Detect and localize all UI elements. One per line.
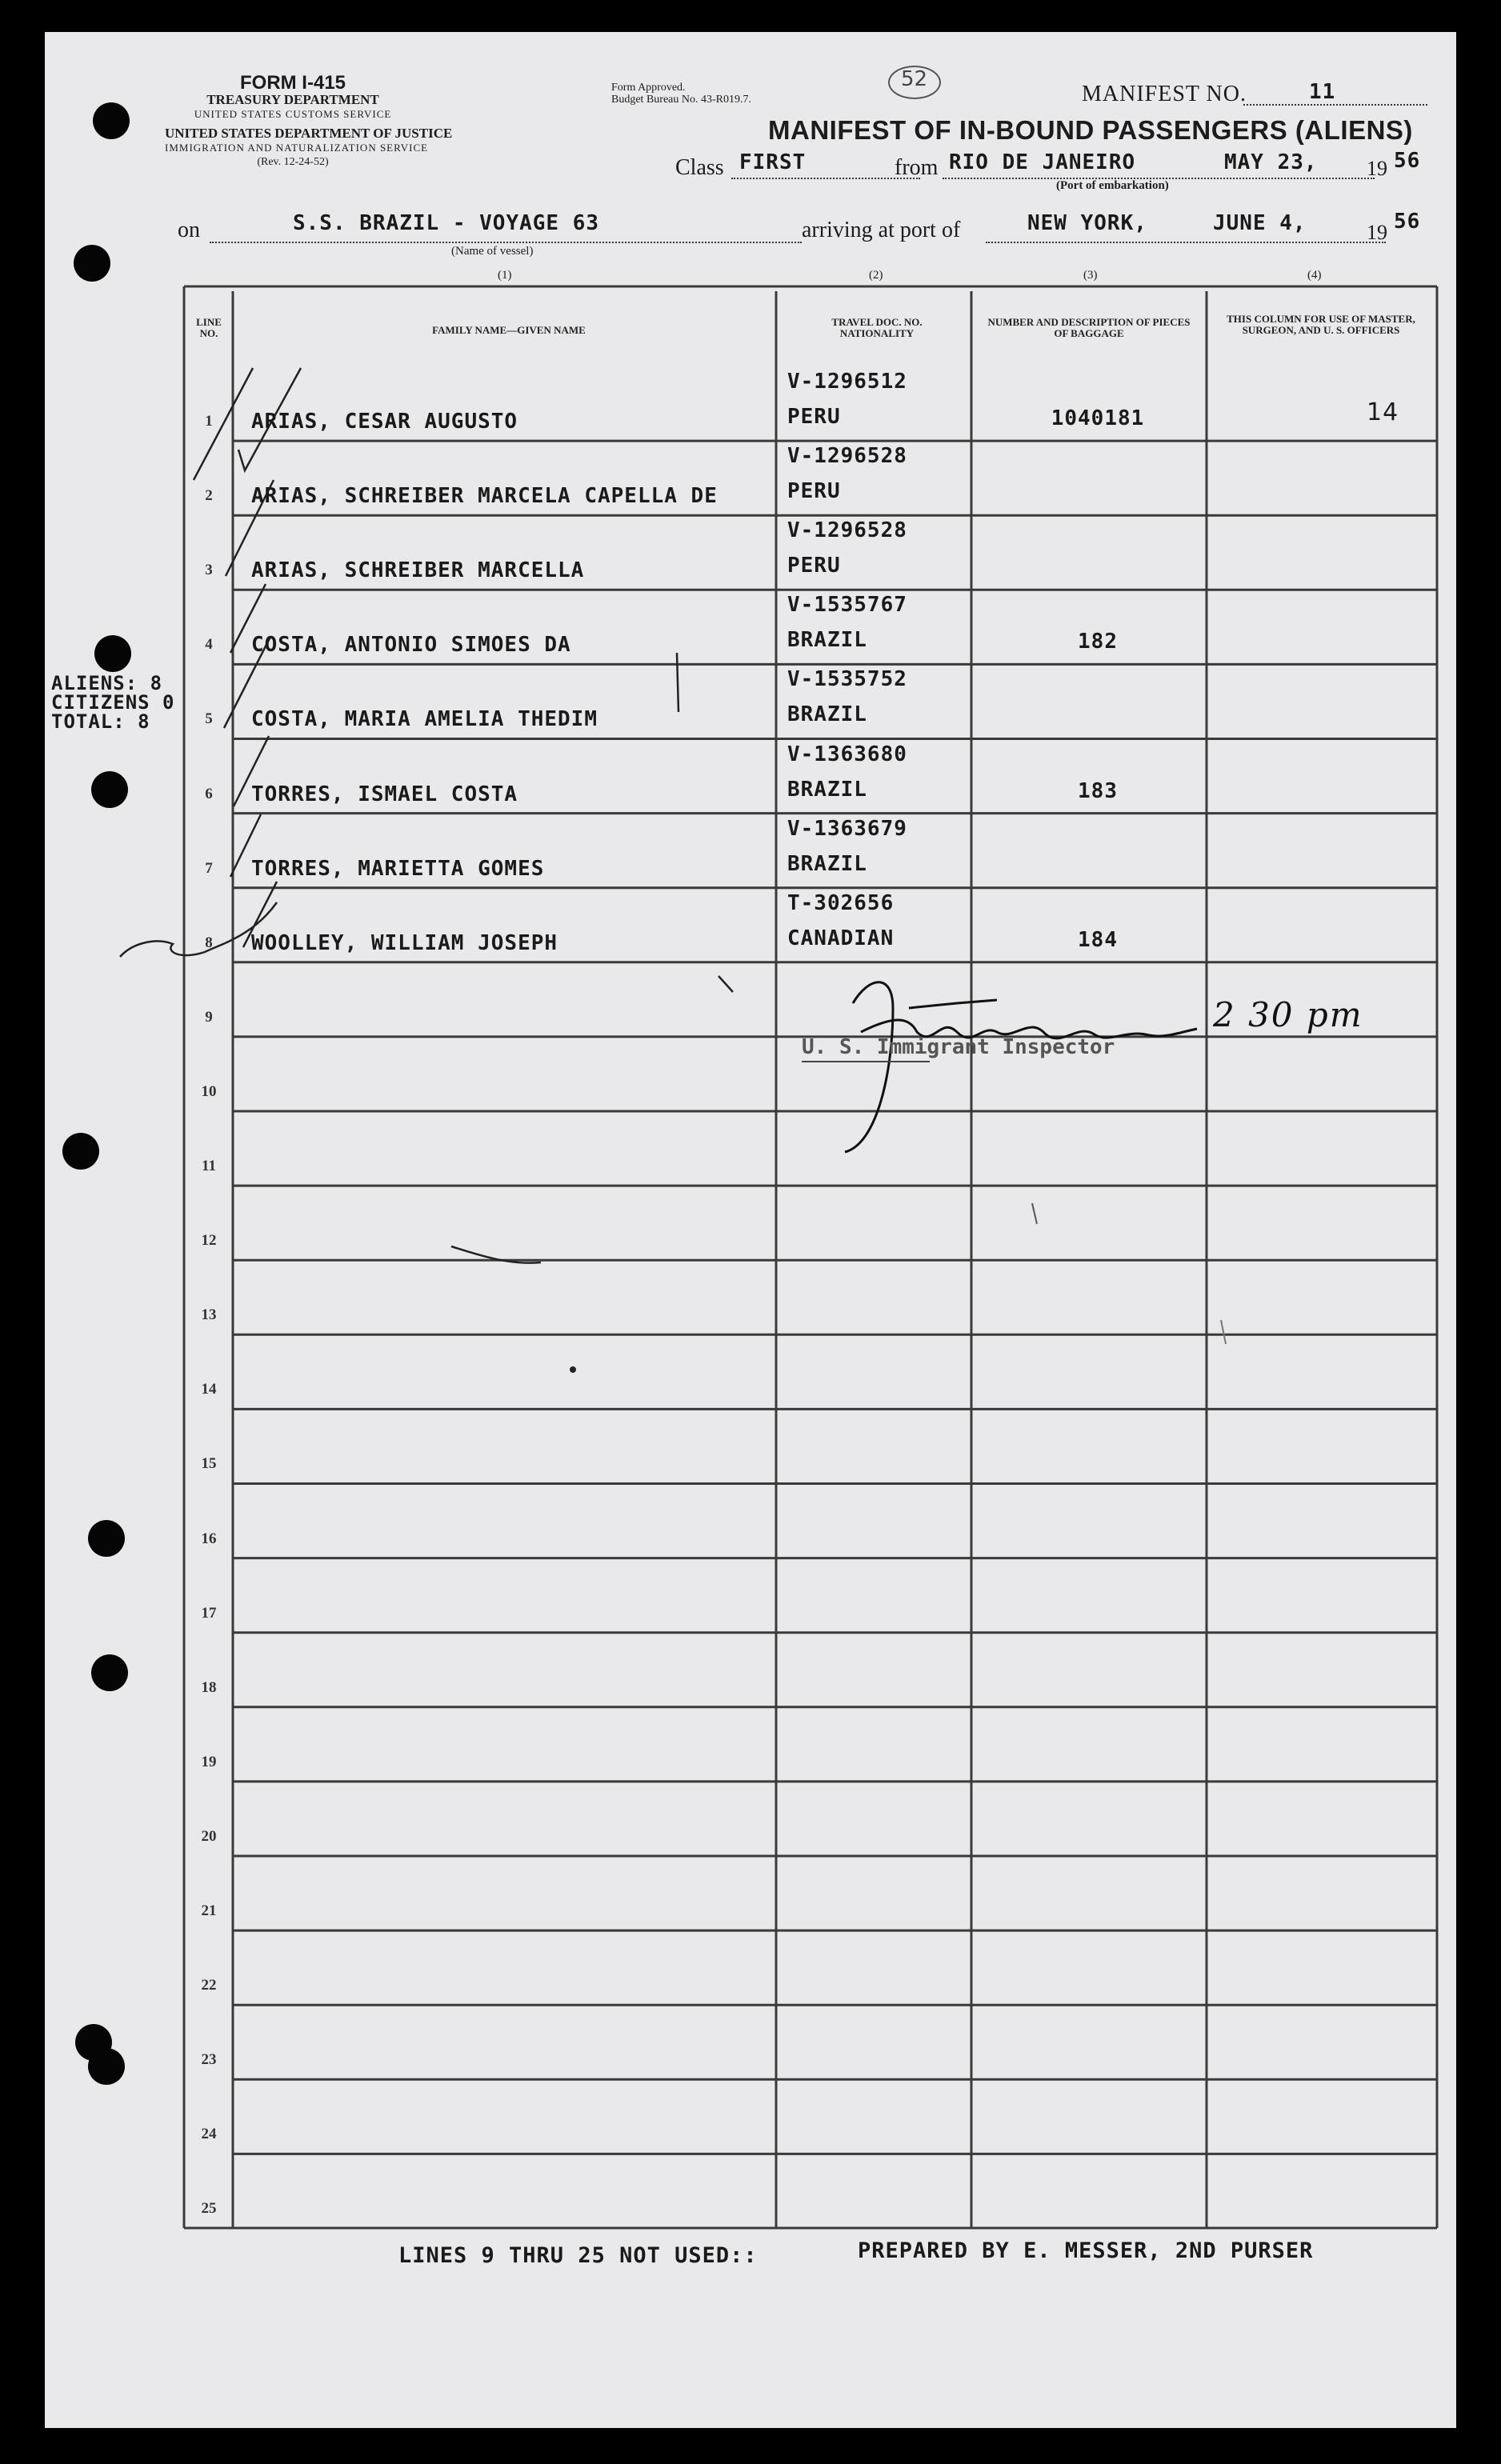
line-number: 11 <box>202 1158 216 1174</box>
line-number: 15 <box>201 1455 217 1473</box>
manifest-no-value: 11 <box>1309 80 1336 104</box>
year-2: 56 <box>1394 210 1421 234</box>
manifest-sheet <box>45 32 1456 2428</box>
baggage-description: 1040181 <box>1051 406 1145 430</box>
column-number-1: (1) <box>498 269 512 282</box>
table-row <box>45 515 1456 590</box>
line-number: 19 <box>201 1753 217 1770</box>
budget-bureau: Budget Bureau No. 43-R019.7. <box>611 94 751 106</box>
travel-doc-number: V-1296528 <box>787 444 907 469</box>
binder-hole <box>88 2048 125 2085</box>
line-number: 4 <box>205 636 213 654</box>
on-label: on <box>178 218 200 242</box>
class-value: FIRST <box>739 150 807 174</box>
table-row <box>45 2079 1456 2154</box>
passenger-name: ARIAS, SCHREIBER MARCELLA <box>251 558 585 583</box>
year-prefix-2: 19 <box>1367 221 1387 244</box>
travel-doc-number: V-1296528 <box>787 518 907 543</box>
line-number: 9 <box>205 1008 213 1026</box>
manifest-no-label: MANIFEST NO. <box>1082 82 1247 106</box>
prepared-by-note: PREPARED BY E. MESSER, 2ND PURSER <box>858 2238 1314 2263</box>
class-label: Class <box>675 155 724 180</box>
table-row <box>45 664 1456 738</box>
passenger-name: COSTA, MARIA AMELIA THEDIM <box>251 707 598 732</box>
passenger-name: TORRES, ISMAEL COSTA <box>251 782 518 806</box>
nationality: PERU <box>787 405 841 429</box>
nationality: BRAZIL <box>787 851 867 876</box>
table-row <box>45 814 1456 888</box>
arrival-port: NEW YORK, <box>1027 211 1147 235</box>
inspection-time: 2 30 pm <box>1213 995 1363 1034</box>
treasury-label: TREASURY DEPARTMENT <box>206 92 379 107</box>
travel-doc-number: V-1535767 <box>787 593 907 618</box>
table-row <box>45 888 1456 962</box>
line-number: 22 <box>201 1977 217 1994</box>
rev-label: (Rev. 12-24-52) <box>257 156 329 168</box>
line-number: 13 <box>201 1306 217 1324</box>
table-row <box>45 1484 1456 1558</box>
col-header-line: LINE NO. <box>196 316 222 339</box>
nationality: BRAZIL <box>787 777 867 802</box>
port-embark-caption: (Port of embarkation) <box>1056 179 1169 192</box>
binder-hole <box>91 771 128 808</box>
table-row <box>45 1782 1456 1856</box>
line-number: 21 <box>201 1902 217 1919</box>
binder-hole <box>91 1654 128 1691</box>
column-number-4: (4) <box>1307 269 1322 282</box>
column-number-3: (3) <box>1083 269 1098 282</box>
ins-label: IMMIGRATION AND NATURALIZATION SERVICE <box>165 142 429 154</box>
line-number: 17 <box>201 1604 217 1622</box>
passenger-name: ARIAS, SCHREIBER MARCELA CAPELLA DE <box>251 484 718 509</box>
line-number: 23 <box>201 2051 217 2069</box>
column-number-2: (2) <box>869 269 883 282</box>
table-row <box>45 1707 1456 1782</box>
col-header-use: THIS COLUMN FOR USE OF MASTER, SURGEON, AND U. S. OFFICERS <box>1227 313 1415 336</box>
table-row <box>45 1260 1456 1334</box>
travel-doc-number: T-302656 <box>787 890 895 915</box>
table-row <box>45 1111 1456 1186</box>
line-number: 1 <box>205 413 213 430</box>
table-row <box>45 2005 1456 2079</box>
binder-hole <box>94 635 131 672</box>
customs-label: UNITED STATES CUSTOMS SERVICE <box>194 108 392 120</box>
col-header-doc: TRAVEL DOC. NO. NATIONALITY <box>831 316 923 339</box>
nationality: BRAZIL <box>787 628 867 653</box>
aliens-total: ALIENS: 8 <box>51 672 163 694</box>
table-row <box>45 441 1456 515</box>
binder-hole <box>74 245 110 282</box>
page-note: 52 <box>901 67 928 91</box>
binder-hole <box>62 1133 99 1170</box>
embark-date: MAY 23, <box>1224 150 1318 174</box>
form-approved: Form Approved. <box>611 82 686 94</box>
col-header-name: FAMILY NAME—GIVEN NAME <box>432 324 586 336</box>
arriving-label: arriving at port of <box>802 218 961 242</box>
passenger-name: ARIAS, CESAR AUGUSTO <box>251 410 518 434</box>
table-row <box>45 1186 1456 1260</box>
year-prefix-1: 19 <box>1367 157 1387 180</box>
vessel-caption: (Name of vessel) <box>451 245 534 258</box>
table-row <box>45 1633 1456 1707</box>
nationality: PERU <box>787 479 841 504</box>
line-number: 20 <box>201 1827 217 1845</box>
line-number: 5 <box>205 710 213 728</box>
from-label: from <box>895 155 939 180</box>
travel-doc-number: V-1296512 <box>787 370 907 394</box>
passenger-name: WOOLLEY, WILLIAM JOSEPH <box>251 930 558 955</box>
table-row <box>45 1409 1456 1483</box>
line-number: 12 <box>201 1232 217 1250</box>
table-row <box>45 2154 1456 2228</box>
table-row <box>45 590 1456 664</box>
line-number: 18 <box>201 1678 217 1696</box>
baggage-description: 183 <box>1078 778 1118 803</box>
passenger-name: COSTA, ANTONIO SIMOES DA <box>251 633 571 658</box>
table-row <box>45 1037 1456 1111</box>
binder-hole <box>88 1520 125 1557</box>
line-number: 7 <box>205 859 213 877</box>
nationality: CANADIAN <box>787 926 895 950</box>
line-number: 16 <box>201 1530 217 1547</box>
binder-hole <box>93 102 130 139</box>
travel-doc-number: V-1363680 <box>787 742 907 766</box>
col-header-baggage: NUMBER AND DESCRIPTION OF PIECES OF BAGGAGE <box>987 316 1191 339</box>
line-number: 8 <box>205 934 213 951</box>
table-row <box>45 1930 1456 2005</box>
nationality: BRAZIL <box>787 702 867 727</box>
from-value: RIO DE JANEIRO <box>949 150 1136 174</box>
table-row <box>45 1334 1456 1409</box>
vessel-name: S.S. BRAZIL - VOYAGE 63 <box>293 211 600 235</box>
manifest-title: MANIFEST OF IN-BOUND PASSENGERS (ALIENS) <box>768 115 1413 145</box>
nationality: PERU <box>787 554 841 578</box>
line-number: 10 <box>201 1082 217 1100</box>
table-row <box>45 366 1456 441</box>
line-number: 14 <box>201 1381 217 1398</box>
grand-total: TOTAL: 8 <box>51 710 150 733</box>
line-number: 2 <box>205 487 213 505</box>
form-number: FORM I-415 <box>239 72 346 94</box>
travel-doc-number: V-1363679 <box>787 816 907 841</box>
line-number: 6 <box>205 785 213 802</box>
officer-use-entry: 14 <box>1367 398 1399 426</box>
inspector-title: U. S. Immigrant Inspector <box>802 1035 1115 1059</box>
table-row <box>45 1558 1456 1633</box>
line-number: 3 <box>205 562 213 579</box>
baggage-description: 184 <box>1078 927 1118 952</box>
inspector-title-underline <box>802 1061 930 1062</box>
citizens-total: CITIZENS 0 <box>51 691 175 714</box>
baggage-description: 182 <box>1078 630 1118 654</box>
travel-doc-number: V-1535752 <box>787 667 907 692</box>
line-number: 25 <box>201 2200 217 2218</box>
table-row <box>45 1856 1456 1930</box>
line-number: 24 <box>201 2126 217 2143</box>
passenger-name: TORRES, MARIETTA GOMES <box>251 856 545 881</box>
year-1: 56 <box>1394 149 1421 173</box>
arrival-date: JUNE 4, <box>1213 211 1307 235</box>
justice-label: UNITED STATES DEPARTMENT OF JUSTICE <box>165 126 453 141</box>
lines-not-used-note: LINES 9 THRU 25 NOT USED:: <box>398 2243 758 2268</box>
table-row <box>45 739 1456 814</box>
